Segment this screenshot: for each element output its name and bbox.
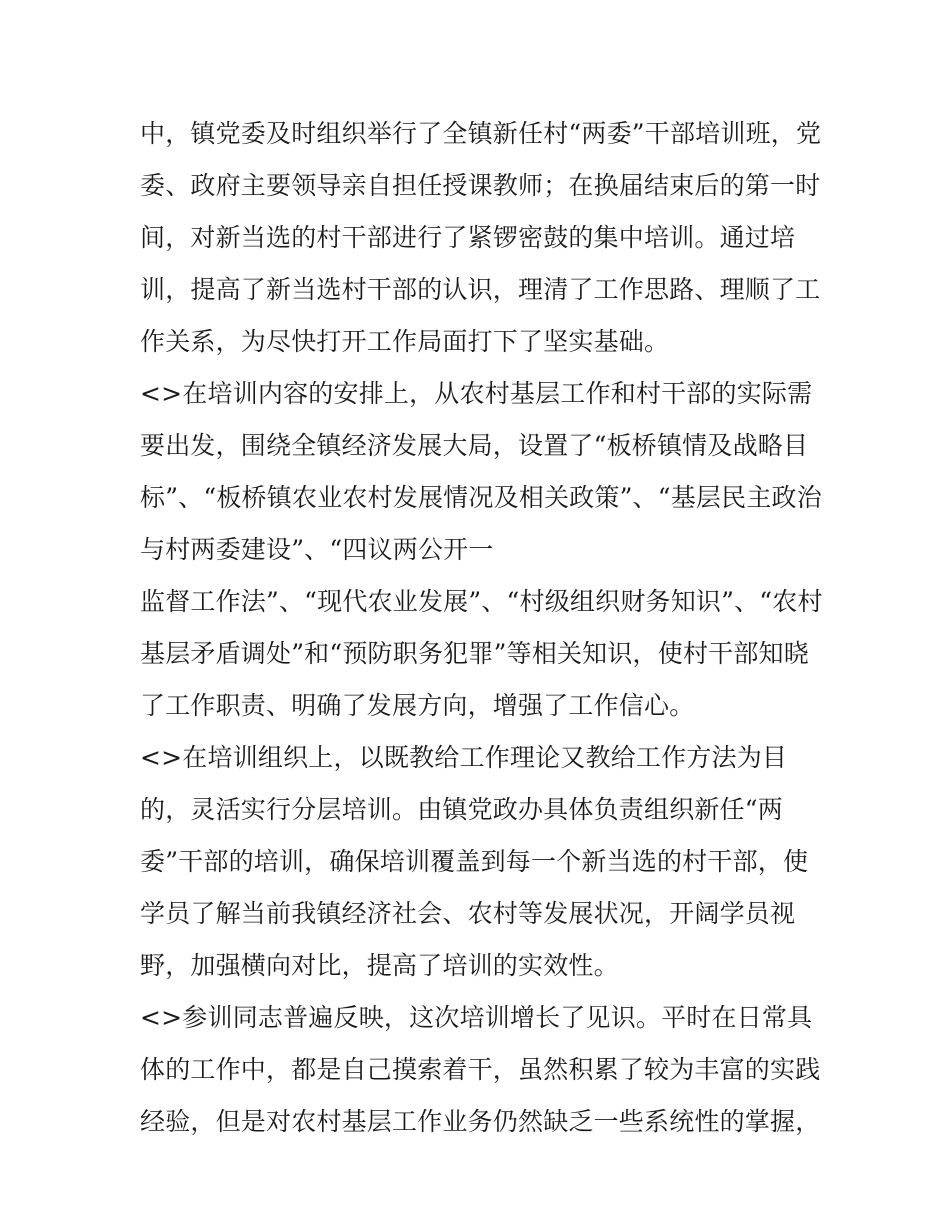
text-line: 标”、“板桥镇农业农村发展情况及相关政策”、“基层民主政治	[140, 483, 822, 512]
text-line: <>在培训内容的安排上，从农村基层工作和村干部的实际需	[140, 379, 813, 408]
text-line: <>在培训组织上，以既教给工作理论又教给工作方法为目	[140, 743, 788, 772]
text-line: <>参训同志普遍反映，这次培训增长了见识。平时在日常具	[140, 1003, 813, 1032]
text-line: 经验，但是对农村基层工作业务仍然缺乏一些系统性的掌握，	[140, 1107, 821, 1136]
text-line: 的，灵活实行分层培训。由镇党政办具体负责组织新任“两	[140, 795, 783, 824]
text-line: 委、政府主要领导亲自担任授课教师；在换届结束后的第一时	[140, 171, 821, 200]
text-line: 监督工作法”、“现代农业发展”、“村级组织财务知识”、“农村	[140, 587, 823, 616]
text-line: 中，镇党委及时组织举行了全镇新任村“两委”干部培训班，党	[140, 119, 822, 148]
text-line: 委”干部的培训，确保培训覆盖到每一个新当选的村干部，使	[140, 847, 809, 876]
text-line: 了工作职责、明确了发展方向，增强了工作信心。	[140, 691, 695, 720]
text-line: 要出发，围绕全镇经济发展大局，设置了“板桥镇情及战略目	[140, 431, 809, 460]
text-line: 野，加强横向对比，提高了培训的实效性。	[140, 951, 619, 980]
text-line: 间，对新当选的村干部进行了紧锣密鼓的集中培训。通过培	[140, 223, 796, 252]
body-text	[140, 108, 830, 1148]
text-line: 学员了解当前我镇经济社会、农村等发展状况，开阔学员视	[140, 899, 796, 928]
text-line: 基层矛盾调处”和“预防职务犯罪”等相关知识，使村干部知晓	[140, 639, 809, 668]
text-line: 作关系，为尽快打开工作局面打下了坚实基础。	[140, 327, 670, 356]
text-line: 训，提高了新当选村干部的认识，理清了工作思路、理顺了工	[140, 275, 821, 304]
text-line: 与村两委建设”、“四议两公开一	[140, 535, 494, 564]
text-line: 体的工作中，都是自己摸索着干，虽然积累了较为丰富的实践	[140, 1055, 821, 1084]
